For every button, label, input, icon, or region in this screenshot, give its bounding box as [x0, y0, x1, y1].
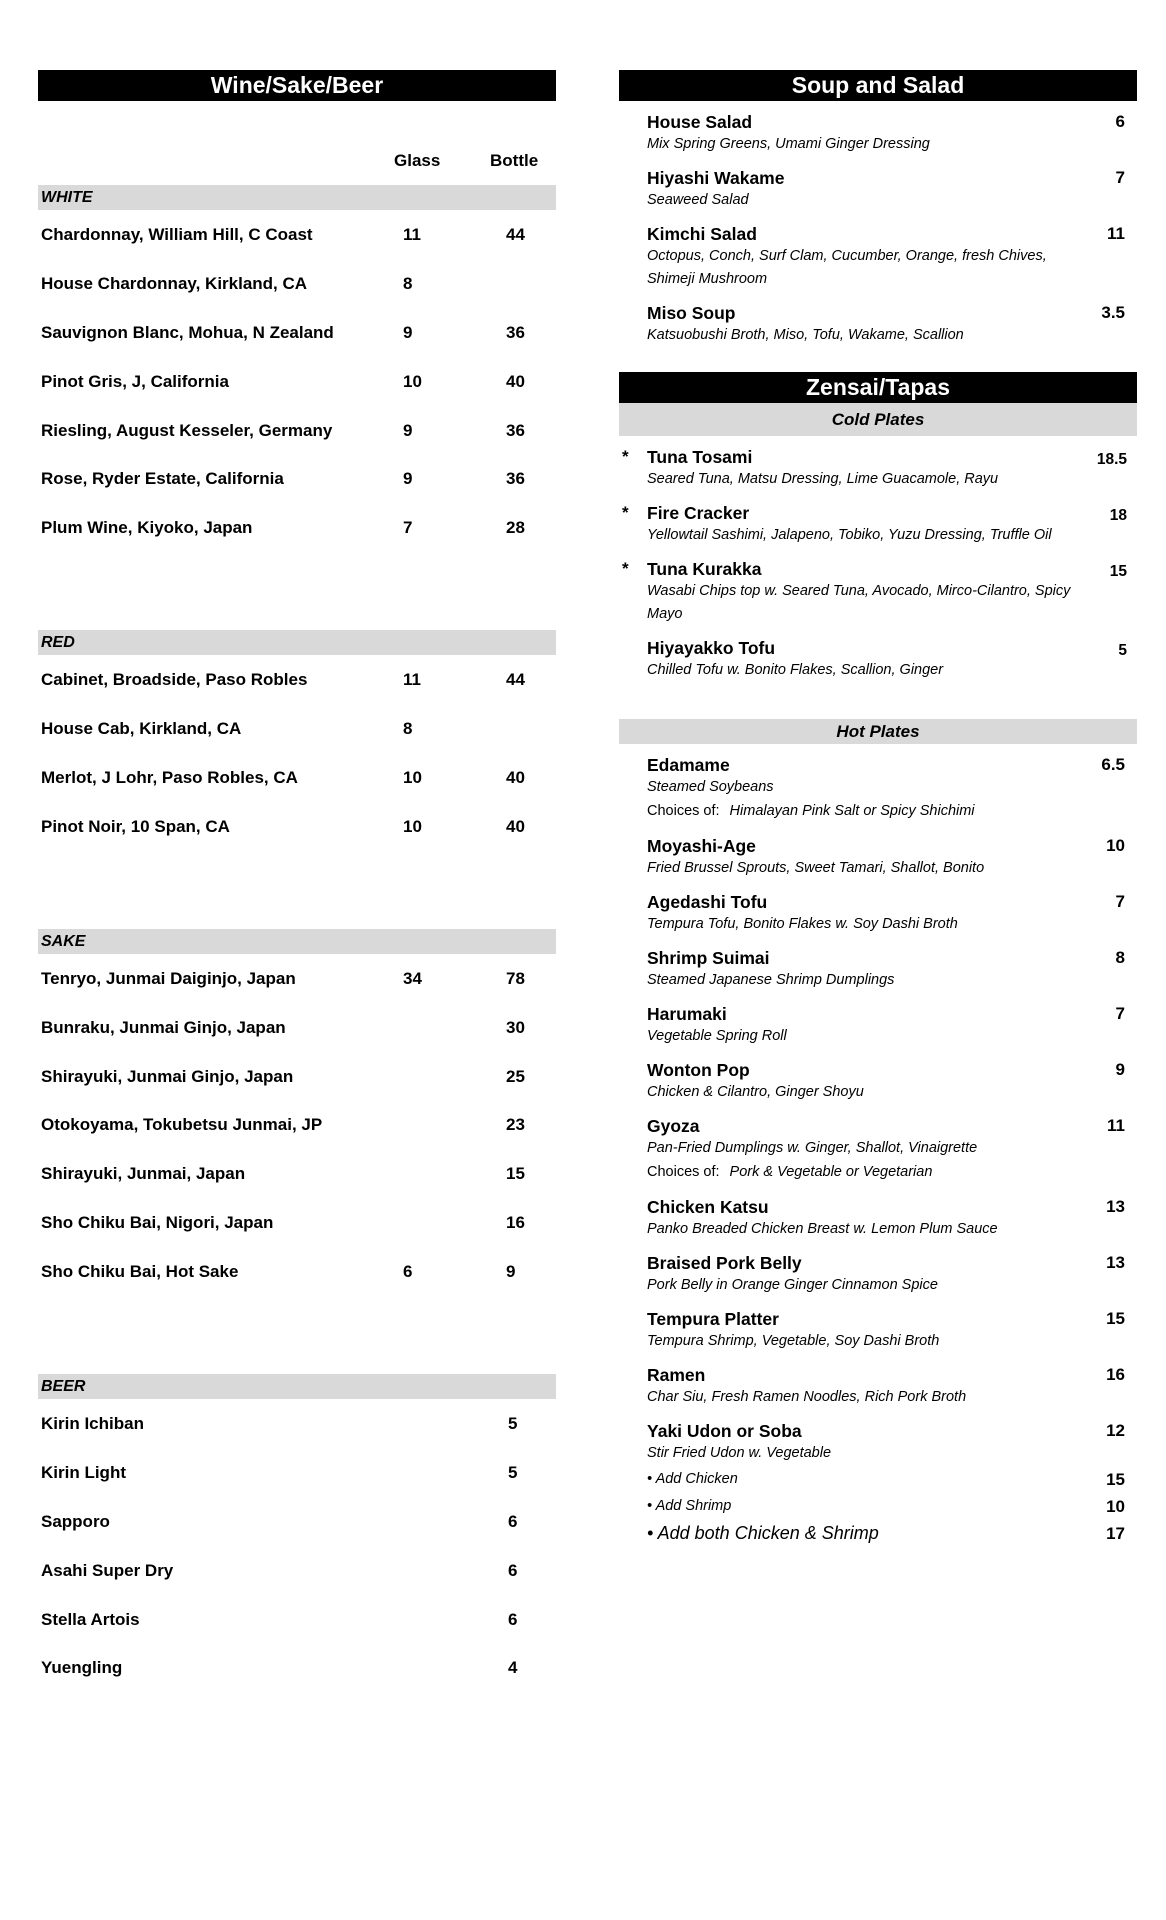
drink-name: Chardonnay, William Hill, C Coast [41, 225, 313, 244]
item-price: 13 [1106, 1197, 1125, 1216]
drink-name: Otokoyama, Tokubetsu Junmai, JP [41, 1115, 323, 1135]
glass-price: 11 [403, 670, 421, 690]
drink-row [38, 259, 556, 308]
drink-row [38, 802, 556, 851]
drink-row [38, 357, 556, 406]
glass-price: 34 [403, 968, 422, 988]
item-description: Wasabi Chips top w. Seared Tuna, Avocado, Mirco-Cilantro, Spicy Mayo [647, 583, 1071, 622]
item-description: Seared Tuna, Matsu Dressing, Lime Guacamole, Rayu [647, 471, 999, 487]
item-choices [647, 799, 1089, 824]
drink-row [38, 1595, 556, 1644]
addon-price: 15 [1106, 1470, 1125, 1489]
glass-bottle-header [38, 101, 556, 185]
drink-name: House Cab, Kirkland, CA [41, 719, 242, 739]
addon-label: • Add Shrimp [647, 1498, 732, 1514]
category-white: WHITE [38, 185, 556, 210]
menu-item [619, 1308, 1137, 1353]
addon-price: 10 [1106, 1497, 1125, 1516]
choices-label: Choices of: [647, 803, 720, 819]
item-description: Stir Fried Udon w. Vegetable [647, 1445, 832, 1461]
drink-row [38, 308, 556, 357]
bottle-price: 4 [508, 1658, 518, 1678]
item-name: Edamame [647, 755, 730, 775]
bottle-price: 5 [508, 1414, 518, 1434]
item-price: 15 [1109, 563, 1127, 580]
glass-price: 9 [403, 420, 413, 440]
drink-row [38, 1003, 556, 1052]
drink-name: Yuengling [41, 1658, 123, 1678]
item-description: Tempura Tofu, Bonito Flakes w. Soy Dashi Broth [647, 916, 958, 932]
item-description: Panko Breaded Chicken Breast w. Lemon Plum Sauce [647, 1221, 998, 1237]
glass-price: 10 [403, 768, 422, 788]
drink-name: Tenryo, Junmai Daiginjo, Japan [41, 968, 296, 988]
drink-row [38, 1399, 556, 1448]
menu-item [619, 446, 1137, 491]
menu-item [619, 1364, 1137, 1409]
glass-price: 7 [403, 518, 413, 538]
item-choices [647, 1160, 1089, 1185]
item-name: Moyashi-Age [647, 836, 756, 856]
addon-label: • Add both Chicken & Shrimp [647, 1523, 879, 1543]
drink-row [38, 454, 556, 503]
menu-item [619, 754, 1137, 824]
hot-plates-header: Hot Plates [619, 719, 1137, 744]
item-price: 18 [1109, 507, 1127, 524]
menu-item [619, 1003, 1137, 1048]
item-price: 6 [1115, 112, 1125, 131]
item-description: Katsuobushi Broth, Miso, Tofu, Wakame, Scallion [647, 327, 964, 343]
glass-price: 6 [403, 1262, 413, 1282]
bottle-price: 44 [506, 670, 525, 690]
bottle-price: 36 [506, 469, 525, 489]
drink-row [38, 210, 556, 259]
drink-name: Asahi Super Dry [41, 1560, 174, 1580]
menu-item [619, 637, 1137, 682]
item-name: Miso Soup [647, 303, 736, 323]
menu-item [619, 1115, 1137, 1185]
menu-item [619, 111, 1137, 156]
drink-name: Bunraku, Junmai Ginjo, Japan [41, 1017, 286, 1037]
drink-name: Kirin Light [41, 1462, 126, 1482]
soup-section-title: Soup and Salad [619, 70, 1137, 101]
item-description: Chicken & Cilantro, Ginger Shoyu [647, 1084, 864, 1100]
item-name: Ramen [647, 1365, 706, 1385]
menu-item [619, 835, 1137, 880]
menu-item [619, 891, 1137, 936]
item-description: Octopus, Conch, Surf Clam, Cucumber, Orange, fresh Chives, Shimeji Mushroom [647, 248, 1047, 287]
drink-row [38, 1052, 556, 1101]
drink-row [38, 1100, 556, 1149]
menu-item [619, 1252, 1137, 1297]
item-price: 7 [1115, 892, 1125, 911]
item-description: Char Siu, Fresh Ramen Noodles, Rich Pork Broth [647, 1389, 967, 1405]
addon-item [619, 1520, 1137, 1547]
glass-column-label: Glass [394, 151, 441, 170]
item-description: Vegetable Spring Roll [647, 1028, 787, 1044]
item-description: Yellowtail Sashimi, Jalapeno, Tobiko, Yuzu Dressing, Truffle Oil [647, 527, 1052, 543]
drink-name: Shirayuki, Junmai, Japan [41, 1164, 246, 1184]
item-price: 11 [1107, 1116, 1125, 1135]
item-price: 5 [1118, 642, 1127, 659]
item-price: 15 [1106, 1309, 1125, 1328]
bottle-price: 25 [506, 1066, 525, 1086]
glass-price: 9 [403, 322, 413, 342]
drink-row [38, 503, 556, 552]
menu-item [619, 223, 1137, 291]
item-name: Fire Cracker [647, 503, 750, 523]
choices-options: Pork & Vegetable or Vegetarian [729, 1164, 933, 1180]
drink-row [38, 655, 556, 704]
item-price: 13 [1106, 1253, 1125, 1272]
drink-name: Sho Chiku Bai, Nigori, Japan [41, 1213, 274, 1233]
item-name: Kimchi Salad [647, 224, 757, 244]
item-name: Harumaki [647, 1004, 727, 1024]
addon-item [619, 1466, 1137, 1493]
item-price: 3.5 [1101, 303, 1125, 322]
item-description: Fried Brussel Sprouts, Sweet Tamari, Shallot, Bonito [647, 860, 985, 876]
drink-name: Pinot Gris, J, California [41, 371, 229, 391]
drink-row [38, 1198, 556, 1247]
item-price: 7 [1115, 1004, 1125, 1023]
category-sake: SAKE [38, 929, 556, 954]
item-name: Chicken Katsu [647, 1197, 769, 1217]
drink-row [38, 1546, 556, 1595]
bottle-price: 6 [508, 1511, 518, 1531]
bottle-price: 16 [506, 1213, 525, 1233]
drink-name: Stella Artois [41, 1609, 140, 1629]
drink-row [38, 704, 556, 753]
drink-name: Plum Wine, Kiyoko, Japan [41, 518, 253, 538]
item-price: 7 [1115, 168, 1125, 187]
addon-label: • Add Chicken [647, 1471, 738, 1487]
bottle-price: 44 [506, 225, 525, 244]
menu-item [619, 947, 1137, 992]
bottle-price: 40 [506, 816, 525, 836]
menu-item [619, 1196, 1137, 1241]
bottle-price: 78 [506, 968, 525, 988]
drink-row [38, 954, 556, 1003]
bottle-price: 23 [506, 1115, 525, 1135]
addon-price: 17 [1106, 1524, 1125, 1543]
drink-name: Sapporo [41, 1511, 110, 1531]
menu-item [619, 302, 1137, 347]
wine-sake-beer-column [38, 70, 556, 1692]
glass-price: 10 [403, 371, 422, 391]
bottle-price: 40 [506, 768, 525, 788]
drink-row [38, 753, 556, 802]
bottle-price: 6 [508, 1560, 518, 1580]
item-name: Tuna Kurakka [647, 559, 762, 579]
item-price: 9 [1115, 1060, 1125, 1079]
bottle-price: 15 [506, 1164, 525, 1184]
drink-name: Cabinet, Broadside, Paso Robles [41, 670, 308, 690]
raw-warning-asterisk: * [622, 559, 629, 578]
item-description: Mix Spring Greens, Umami Ginger Dressing [647, 136, 930, 152]
item-name: Tempura Platter [647, 1309, 779, 1329]
drink-name: House Chardonnay, Kirkland, CA [41, 273, 308, 293]
item-name: Yaki Udon or Soba [647, 1421, 802, 1441]
item-name: Hiyashi Wakame [647, 168, 785, 188]
glass-price: 11 [403, 225, 421, 244]
item-price: 6.5 [1101, 755, 1125, 774]
zensai-section-title: Zensai/Tapas [619, 372, 1137, 403]
drink-name: Sauvignon Blanc, Mohua, N Zealand [41, 322, 334, 342]
item-price: 12 [1106, 1421, 1125, 1440]
item-price: 10 [1106, 836, 1125, 855]
drink-row [38, 1247, 556, 1296]
wine-section-title: Wine/Sake/Beer [38, 70, 556, 101]
item-name: Hiyayakko Tofu [647, 638, 776, 658]
item-description: Steamed Soybeans [647, 779, 774, 795]
drink-name: Shirayuki, Junmai Ginjo, Japan [41, 1066, 294, 1086]
bottle-price: 40 [506, 371, 525, 391]
item-name: House Salad [647, 112, 753, 132]
drink-name: Pinot Noir, 10 Span, CA [41, 816, 230, 836]
menu-item [619, 1420, 1137, 1465]
food-column [619, 70, 1137, 1547]
raw-warning-asterisk: * [622, 503, 629, 522]
glass-price: 8 [403, 719, 413, 739]
bottle-price: 5 [508, 1462, 518, 1482]
drink-row [38, 1448, 556, 1497]
drink-name: Sho Chiku Bai, Hot Sake [41, 1262, 239, 1282]
bottle-price: 36 [506, 420, 525, 440]
bottle-price: 30 [506, 1017, 525, 1037]
bottle-price: 28 [506, 518, 525, 538]
drink-row [38, 1149, 556, 1198]
item-name: Gyoza [647, 1116, 700, 1136]
glass-price: 9 [403, 469, 413, 489]
item-description: Tempura Shrimp, Vegetable, Soy Dashi Broth [647, 1333, 940, 1349]
cold-plates-header: Cold Plates [619, 403, 1137, 436]
item-description: Steamed Japanese Shrimp Dumplings [647, 972, 895, 988]
item-price: 11 [1107, 224, 1125, 243]
choices-options: Himalayan Pink Salt or Spicy Shichimi [729, 803, 975, 819]
menu-item [619, 167, 1137, 212]
item-description: Seaweed Salad [647, 192, 749, 208]
drink-name: Riesling, August Kesseler, Germany [41, 420, 333, 440]
glass-price: 8 [403, 273, 413, 293]
drink-name: Kirin Ichiban [41, 1414, 144, 1434]
item-description: Chilled Tofu w. Bonito Flakes, Scallion, Ginger [647, 662, 944, 678]
item-name: Braised Pork Belly [647, 1253, 802, 1273]
drink-name: Rose, Ryder Estate, California [41, 469, 284, 489]
item-description: Pan-Fried Dumplings w. Ginger, Shallot, Vinaigrette [647, 1140, 978, 1156]
item-name: Tuna Tosami [647, 447, 753, 467]
item-price: 18.5 [1096, 451, 1127, 468]
bottle-price: 36 [506, 322, 525, 342]
category-red: RED [38, 630, 556, 655]
menu-item [619, 1059, 1137, 1104]
bottle-price: 6 [508, 1609, 518, 1629]
choices-label: Choices of: [647, 1164, 720, 1180]
menu-item [619, 502, 1137, 547]
drink-row [38, 1643, 556, 1692]
item-name: Wonton Pop [647, 1060, 750, 1080]
raw-warning-asterisk: * [622, 447, 629, 466]
drink-row [38, 1497, 556, 1546]
menu-item [619, 558, 1137, 626]
item-description: Pork Belly in Orange Ginger Cinnamon Spice [647, 1277, 938, 1293]
bottle-price: 9 [506, 1262, 516, 1282]
item-name: Shrimp Suimai [647, 948, 770, 968]
glass-price: 10 [403, 816, 422, 836]
bottle-column-label: Bottle [490, 151, 539, 170]
item-price: 16 [1106, 1365, 1125, 1384]
addon-item [619, 1493, 1137, 1520]
drink-name: Merlot, J Lohr, Paso Robles, CA [41, 768, 298, 788]
category-beer: BEER [38, 1374, 556, 1399]
item-price: 8 [1115, 948, 1125, 967]
item-name: Agedashi Tofu [647, 892, 768, 912]
drink-row [38, 406, 556, 455]
